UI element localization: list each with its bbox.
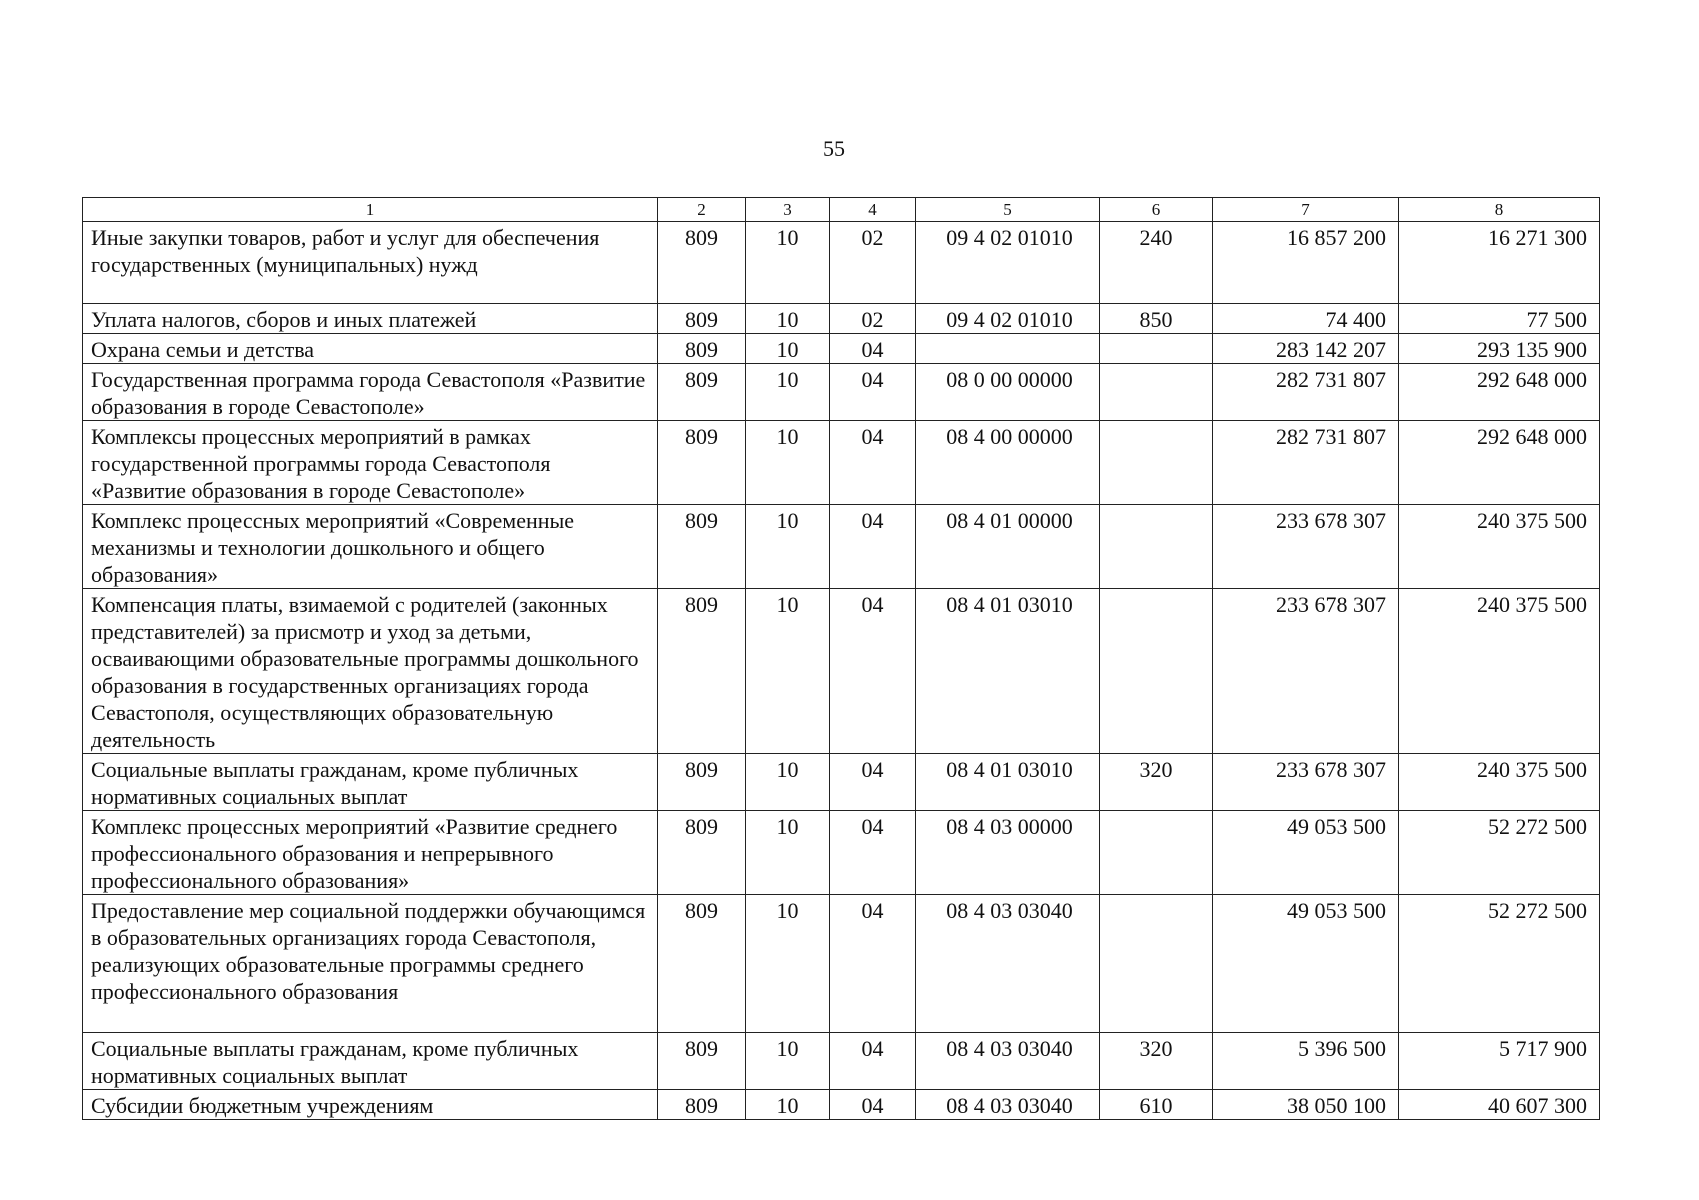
row-sum-1: 49 053 500 [1213,811,1399,895]
row-sum-2: 40 607 300 [1399,1090,1600,1120]
row-sum-1: 49 053 500 [1213,895,1399,1033]
row-expense-type: 320 [1100,754,1213,811]
row-sum-1: 233 678 307 [1213,754,1399,811]
row-sum-1: 282 731 807 [1213,421,1399,505]
row-name: Комплексы процессных мероприятий в рамках государственной программы города Севастополя «Развитие образования в городе Севастополе» [83,421,658,505]
row-sum-1: 233 678 307 [1213,505,1399,589]
row-expense-type [1100,895,1213,1033]
row-section: 10 [746,811,830,895]
row-sum-2: 240 375 500 [1399,505,1600,589]
row-section: 10 [746,334,830,364]
row-sum-1: 233 678 307 [1213,589,1399,754]
row-sum-2: 52 272 500 [1399,895,1600,1033]
row-expense-type: 320 [1100,1033,1213,1090]
row-target-article: 08 4 01 00000 [916,505,1100,589]
table-row [83,589,1600,754]
column-header: 2 [658,198,746,222]
row-grbs: 809 [658,1090,746,1120]
table-row [83,334,1600,364]
row-expense-type: 240 [1100,222,1213,304]
row-section: 10 [746,895,830,1033]
row-name: Компенсация платы, взимаемой с родителей (законных представителей) за присмотр и уход за детьми, осваивающими образовательные программы дошкольного образования в государственных организациях города Севастополя, осуществляющих образовательную деятельность [83,589,658,754]
row-expense-type [1100,421,1213,505]
row-grbs: 809 [658,895,746,1033]
row-expense-type: 610 [1100,1090,1213,1120]
row-expense-type: 850 [1100,304,1213,334]
row-sum-1: 283 142 207 [1213,334,1399,364]
row-target-article: 09 4 02 01010 [916,304,1100,334]
row-target-article: 08 4 00 00000 [916,421,1100,505]
table-row [83,754,1600,811]
column-header: 5 [916,198,1100,222]
row-name: Комплекс процессных мероприятий «Развитие среднего профессионального образования и непрерывного профессионального образования» [83,811,658,895]
row-grbs: 809 [658,754,746,811]
row-target-article: 08 4 01 03010 [916,754,1100,811]
column-header: 6 [1100,198,1213,222]
table-row [83,1033,1600,1090]
row-subsection: 04 [830,1090,916,1120]
row-expense-type [1100,505,1213,589]
table-row [83,364,1600,421]
row-sum-1: 5 396 500 [1213,1033,1399,1090]
row-name: Охрана семьи и детства [83,334,658,364]
row-subsection: 02 [830,222,916,304]
row-sum-1: 16 857 200 [1213,222,1399,304]
row-section: 10 [746,364,830,421]
row-expense-type [1100,364,1213,421]
row-sum-2: 292 648 000 [1399,421,1600,505]
row-name: Комплекс процессных мероприятий «Современные механизмы и технологии дошкольного и общего образования» [83,505,658,589]
row-section: 10 [746,1090,830,1120]
row-grbs: 809 [658,222,746,304]
row-section: 10 [746,754,830,811]
row-expense-type [1100,589,1213,754]
row-expense-type [1100,811,1213,895]
row-subsection: 04 [830,364,916,421]
row-sum-2: 240 375 500 [1399,589,1600,754]
row-subsection: 04 [830,1033,916,1090]
row-subsection: 04 [830,589,916,754]
row-section: 10 [746,1033,830,1090]
row-sum-2: 5 717 900 [1399,1033,1600,1090]
row-subsection: 04 [830,895,916,1033]
row-target-article: 08 0 00 00000 [916,364,1100,421]
page-number: 55 [823,136,845,161]
row-grbs: 809 [658,505,746,589]
row-expense-type [1100,334,1213,364]
row-sum-2: 292 648 000 [1399,364,1600,421]
row-target-article: 08 4 03 03040 [916,895,1100,1033]
row-subsection: 04 [830,754,916,811]
row-name: Социальные выплаты гражданам, кроме публичных нормативных социальных выплат [83,754,658,811]
row-sum-2: 52 272 500 [1399,811,1600,895]
column-header: 3 [746,198,830,222]
column-header: 4 [830,198,916,222]
row-grbs: 809 [658,1033,746,1090]
row-sum-1: 282 731 807 [1213,364,1399,421]
row-sum-1: 38 050 100 [1213,1090,1399,1120]
row-target-article: 08 4 03 03040 [916,1090,1100,1120]
row-sum-2: 293 135 900 [1399,334,1600,364]
table-row [83,222,1600,304]
header-row [83,198,1600,222]
table-row [83,895,1600,1033]
table-row [83,304,1600,334]
row-subsection: 02 [830,304,916,334]
column-header: 8 [1399,198,1600,222]
table-row [83,1090,1600,1120]
row-grbs: 809 [658,364,746,421]
row-name: Государственная программа города Севастополя «Развитие образования в городе Севастополе» [83,364,658,421]
budget-table [82,197,1600,1120]
row-subsection: 04 [830,811,916,895]
column-header: 1 [83,198,658,222]
row-subsection: 04 [830,334,916,364]
row-subsection: 04 [830,505,916,589]
row-sum-2: 77 500 [1399,304,1600,334]
row-grbs: 809 [658,304,746,334]
row-target-article: 08 4 01 03010 [916,589,1100,754]
row-name: Социальные выплаты гражданам, кроме публичных нормативных социальных выплат [83,1033,658,1090]
row-target-article: 09 4 02 01010 [916,222,1100,304]
row-section: 10 [746,505,830,589]
table-row [83,421,1600,505]
row-subsection: 04 [830,421,916,505]
row-section: 10 [746,421,830,505]
row-section: 10 [746,304,830,334]
table-row [83,811,1600,895]
row-name: Субсидии бюджетным учреждениям [83,1090,658,1120]
row-name: Уплата налогов, сборов и иных платежей [83,304,658,334]
row-name: Иные закупки товаров, работ и услуг для обеспечения государственных (муниципальных) нужд [83,222,658,304]
row-section: 10 [746,589,830,754]
row-sum-2: 240 375 500 [1399,754,1600,811]
row-grbs: 809 [658,334,746,364]
row-grbs: 809 [658,811,746,895]
row-sum-1: 74 400 [1213,304,1399,334]
row-target-article: 08 4 03 03040 [916,1033,1100,1090]
row-grbs: 809 [658,589,746,754]
row-grbs: 809 [658,421,746,505]
row-target-article: 08 4 03 00000 [916,811,1100,895]
column-header: 7 [1213,198,1399,222]
row-target-article [916,334,1100,364]
row-sum-2: 16 271 300 [1399,222,1600,304]
row-section: 10 [746,222,830,304]
row-name: Предоставление мер социальной поддержки обучающимся в образовательных организациях города Севастополя, реализующих образовательные программы среднего профессионального образования [83,895,658,1033]
table-row [83,505,1600,589]
